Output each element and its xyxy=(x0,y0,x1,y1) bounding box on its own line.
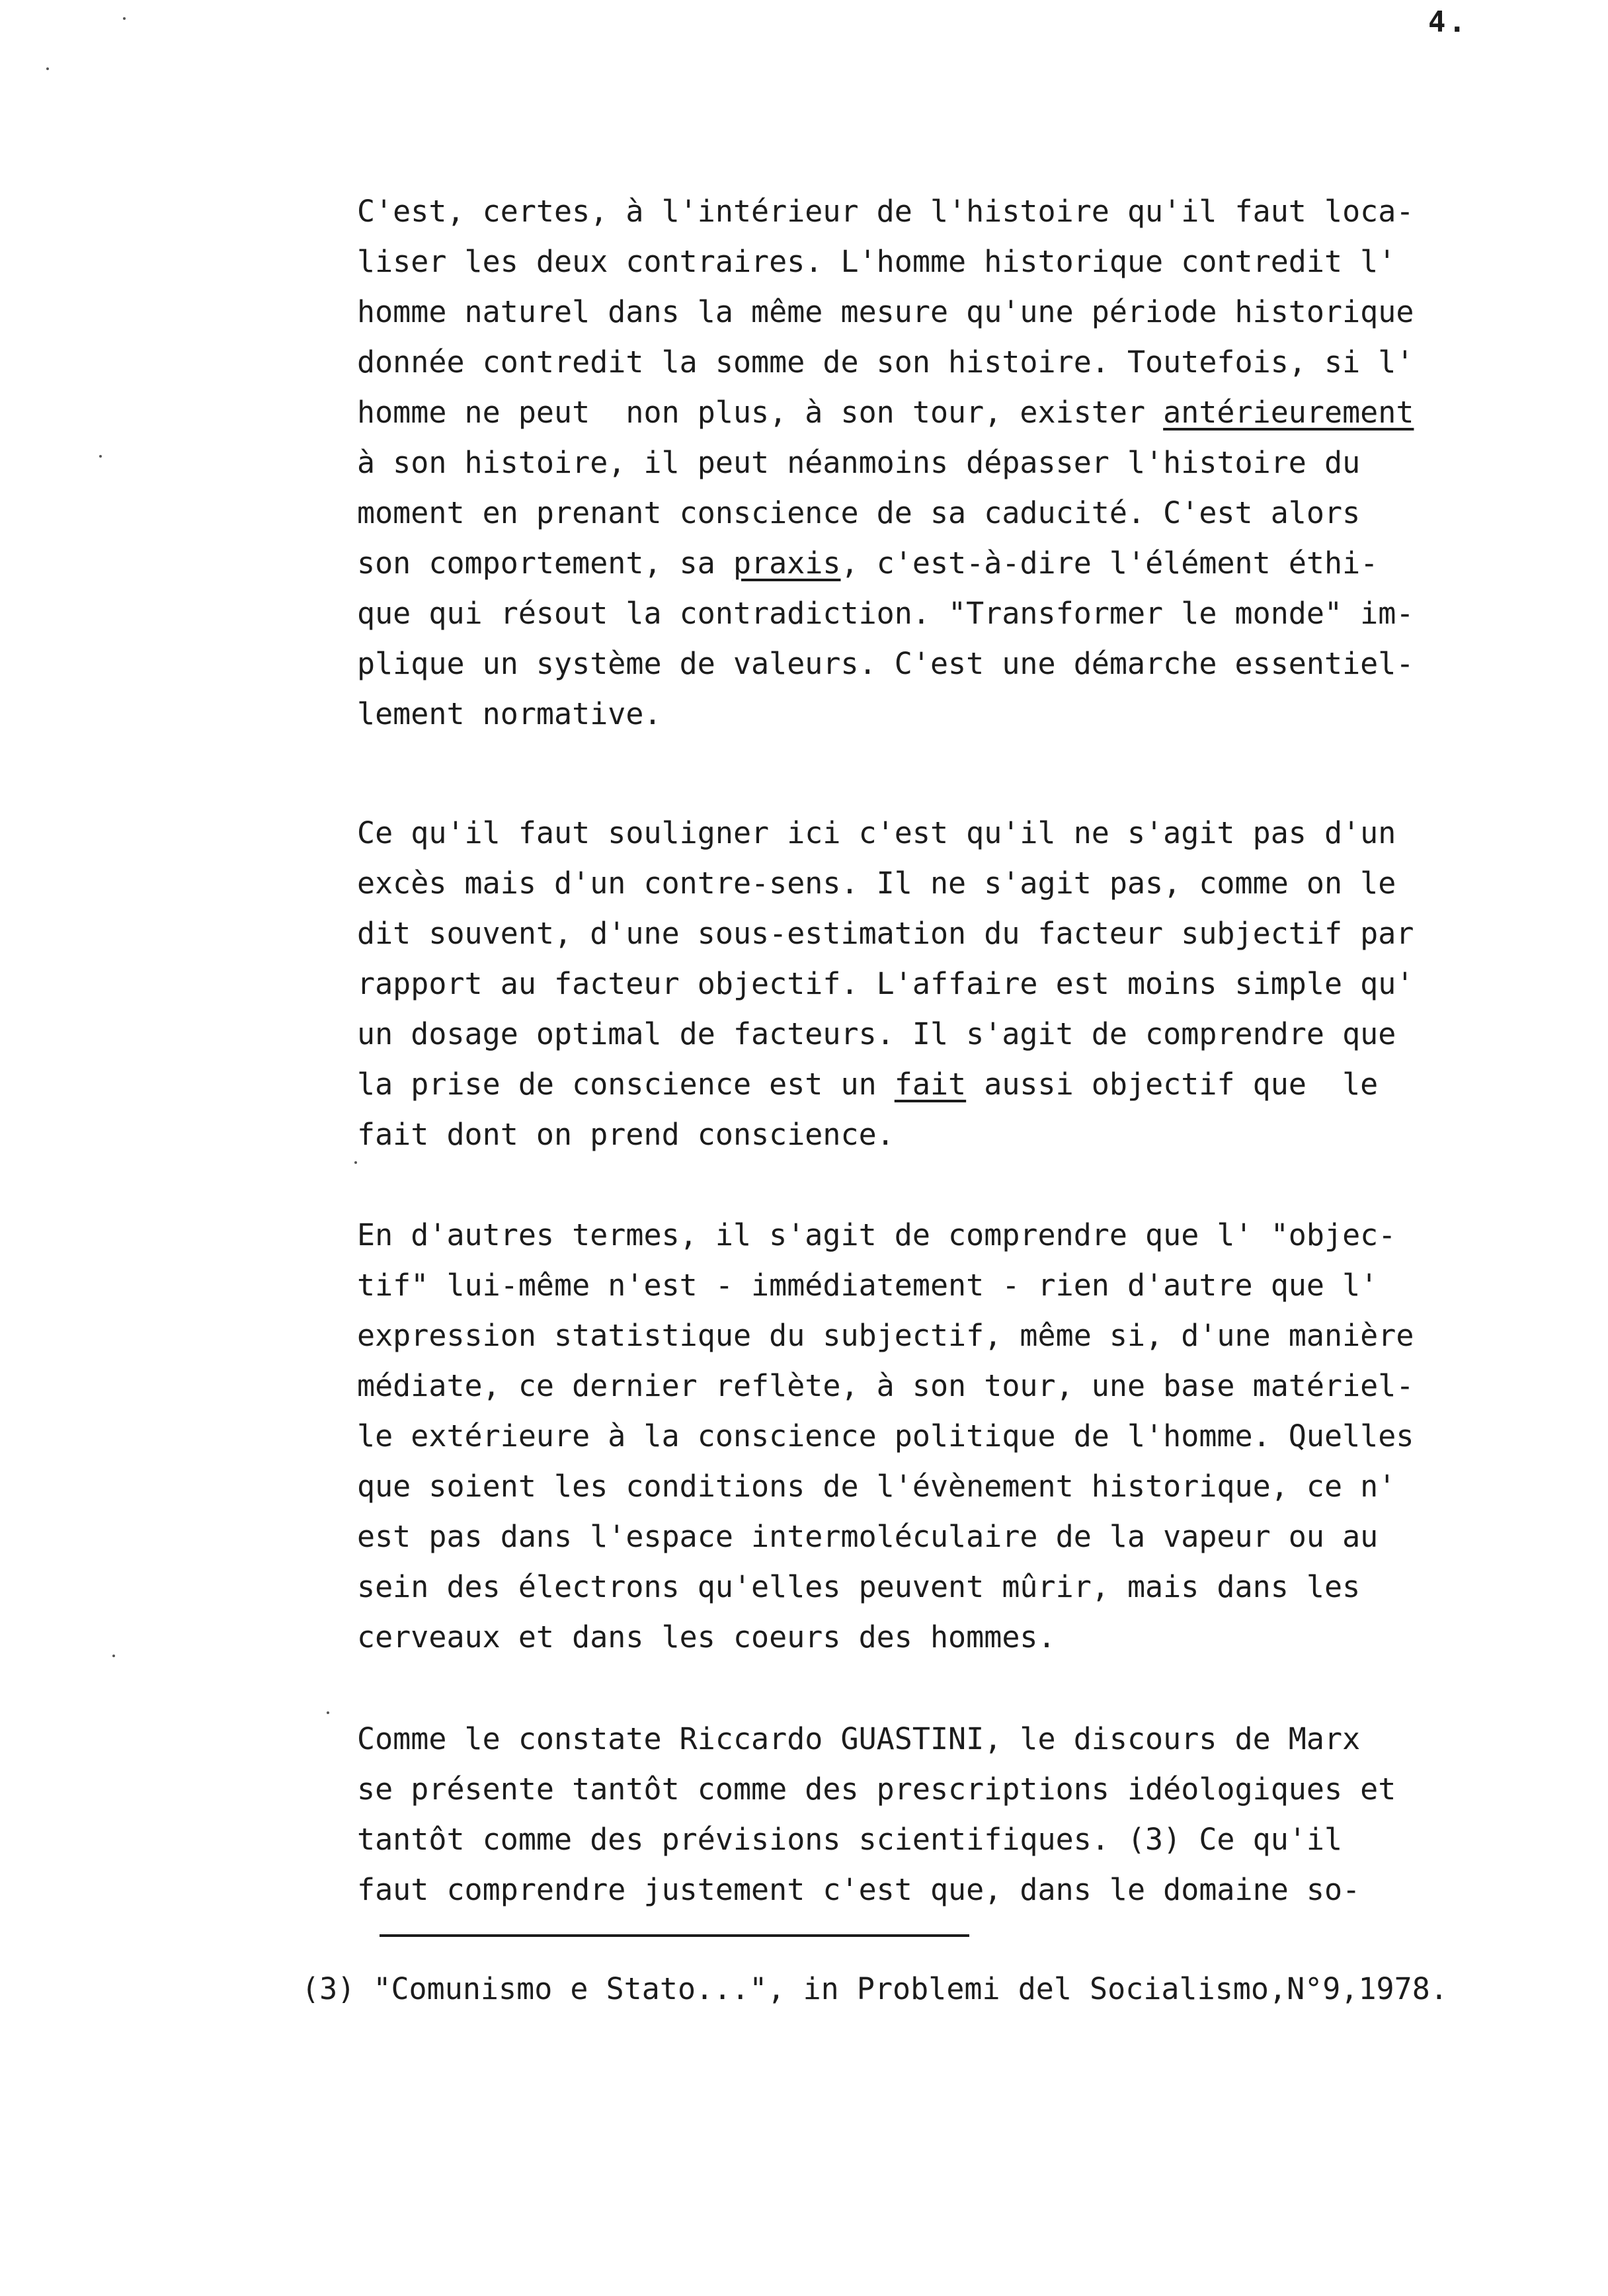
text-line: Comme le constate Riccardo GUASTINI, le discours de Marx xyxy=(357,1721,1361,1756)
text-line: cerveaux et dans les coeurs des hommes. xyxy=(357,1620,1056,1655)
scan-speck xyxy=(354,1161,357,1164)
text-line: expression statistique du subjectif, même si, d'une manière xyxy=(357,1318,1414,1353)
text-line: le extérieure à la conscience politique de l'homme. Quelles xyxy=(357,1418,1414,1454)
scan-speck xyxy=(327,1711,329,1714)
underlined-word: fait xyxy=(894,1067,967,1102)
text-line: que soient les conditions de l'évènement historique, ce n' xyxy=(357,1469,1396,1504)
text-line: faut comprendre justement c'est que, dans le domaine so- xyxy=(357,1872,1361,1907)
text-line: son comportement, sa praxis, c'est-à-dire l'élément éthi- xyxy=(357,546,1379,581)
page-number: 4. xyxy=(1428,5,1468,39)
text-line: donnée contredit la somme de son histoire. Toutefois, si l' xyxy=(357,345,1414,380)
text-line: est pas dans l'espace intermoléculaire de la vapeur ou au xyxy=(357,1519,1379,1554)
text-line: homme naturel dans la même mesure qu'une période historique xyxy=(357,294,1414,329)
text-line: à son histoire, il peut néanmoins dépasser l'histoire du xyxy=(357,445,1361,480)
text-line: la prise de conscience est un fait aussi objectif que le xyxy=(357,1067,1379,1102)
scan-speck xyxy=(123,17,126,20)
text-line: moment en prenant conscience de sa caducité. C'est alors xyxy=(357,495,1361,530)
underlined-word: antérieurement xyxy=(1163,395,1414,430)
underlined-word: praxis xyxy=(733,546,841,581)
text-line: homme ne peut non plus, à son tour, exister antérieurement xyxy=(357,395,1414,430)
text-line: se présente tantôt comme des prescriptions idéologiques et xyxy=(357,1772,1396,1807)
scan-speck xyxy=(99,455,102,458)
text-line: un dosage optimal de facteurs. Il s'agit de comprendre que xyxy=(357,1016,1396,1051)
text-line: lement normative. xyxy=(357,696,662,731)
text-line: médiate, ce dernier reflète, à son tour, une base matériel- xyxy=(357,1368,1414,1403)
text-line: sein des électrons qu'elles peuvent mûrir, mais dans les xyxy=(357,1569,1361,1604)
paragraph-3 xyxy=(357,1210,1567,1662)
text-line: excès mais d'un contre-sens. Il ne s'agit pas, comme on le xyxy=(357,866,1396,901)
text-line: C'est, certes, à l'intérieur de l'histoire qu'il faut loca- xyxy=(357,194,1414,229)
text-line: rapport au facteur objectif. L'affaire est moins simple qu' xyxy=(357,966,1414,1001)
text-line: En d'autres termes, il s'agit de comprendre que l' "objec- xyxy=(357,1217,1396,1252)
text-line: liser les deux contraires. L'homme historique contredit l' xyxy=(357,244,1396,279)
text-line: que qui résout la contradiction. "Transformer le monde" im- xyxy=(357,596,1414,631)
footnote: (3) "Comunismo e Stato...", in Problemi del Socialismo,N°9,1978. xyxy=(302,1971,1448,2006)
scan-speck xyxy=(112,1655,115,1657)
paragraph-1 xyxy=(357,186,1567,739)
text-line: plique un système de valeurs. C'est une démarche essentiel- xyxy=(357,646,1414,681)
paragraph-2 xyxy=(357,808,1567,1160)
text-line: dit souvent, d'une sous-estimation du facteur subjectif par xyxy=(357,916,1414,951)
scan-speck xyxy=(46,67,49,70)
footnote-separator xyxy=(380,1934,969,1937)
text-line: Ce qu'il faut souligner ici c'est qu'il ne s'agit pas d'un xyxy=(357,815,1396,850)
text-line: tif" lui-même n'est - immédiatement - rien d'autre que l' xyxy=(357,1268,1379,1303)
text-line: fait dont on prend conscience. xyxy=(357,1117,895,1152)
text-line: tantôt comme des prévisions scientifiques. (3) Ce qu'il xyxy=(357,1822,1343,1857)
paragraph-4 xyxy=(357,1714,1567,1915)
